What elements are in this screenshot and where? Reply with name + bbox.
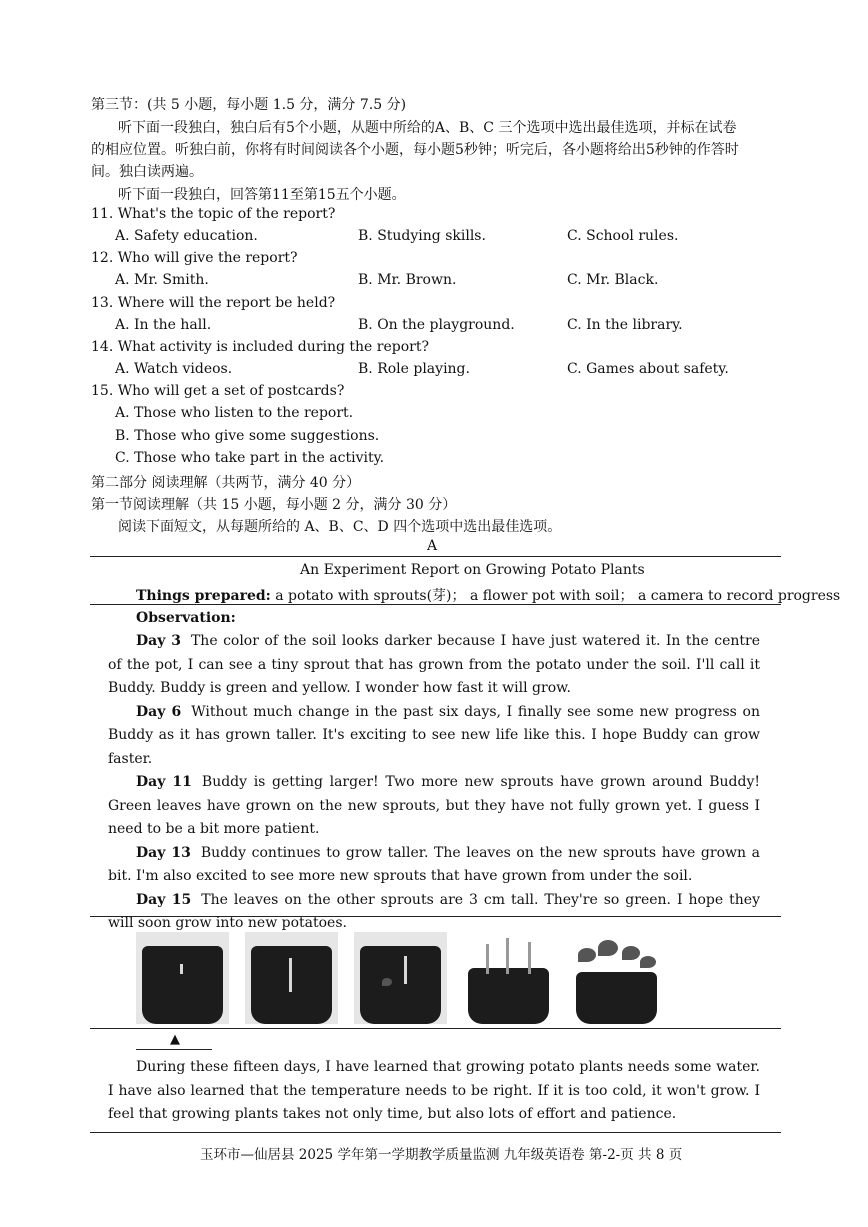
day-6-text: Without much change in the past six days, I finally see some new progress on Buddy as it has grown taller. It's exciting to see new life like this. I hope Buddy can grow faster.	[108, 703, 760, 767]
day-3-entry	[108, 630, 760, 701]
question-11-option-b: B. Studying skills.	[358, 228, 486, 244]
question-12-option-c: C. Mr. Black.	[567, 272, 659, 288]
sprout-shape	[404, 956, 407, 984]
question-13-option-a: A. In the hall.	[115, 317, 212, 333]
question-14-option-b: B. Role playing.	[358, 361, 470, 377]
photo-day-15	[570, 932, 663, 1024]
day-15-label: Day 15	[136, 891, 192, 908]
question-14-option-c: C. Games about safety.	[567, 361, 729, 377]
table-images-bottom-border	[90, 1028, 781, 1029]
passage-letter: A	[427, 538, 438, 554]
table-bottom-border	[90, 1132, 781, 1133]
blank-underline	[136, 1049, 212, 1050]
leaf-shape	[598, 940, 618, 956]
day-6-label: Day 6	[136, 703, 182, 720]
things-prepared-label: Things prepared:	[136, 588, 271, 604]
section3-title: 第三节：(共 5 小题，每小题 1.5 分，满分 7.5 分)	[91, 97, 407, 113]
photo-day-6	[245, 932, 338, 1024]
day-11-label: Day 11	[136, 774, 192, 790]
day-13-text: Buddy continues to grow taller. The leaves on the new sprouts have grown a bit. I'm also excited to see more new sprouts that have grown from under the soil.	[108, 844, 760, 884]
report-title: An Experiment Report on Growing Potato Plants	[300, 562, 645, 578]
section3-instruction-4: 听下面一段独白，回答第11至第15五个小题。	[118, 187, 406, 203]
section3-instruction-2: 的相应位置。听独白前，你将有时间阅读各个小题，每小题5秒钟；听完后，各小题将给出5秒钟的作答时	[91, 142, 739, 158]
observation-log	[108, 630, 760, 936]
question-15-option-b: B. Those who give some suggestions.	[115, 428, 380, 444]
sprout-shape	[289, 958, 292, 992]
day-3-label: Day 3	[136, 633, 181, 649]
leaf-shape	[622, 946, 640, 960]
question-15: 15. Who will get a set of postcards?	[91, 383, 345, 399]
things-prepared-text: a potato with sprouts(芽)； a flower pot with soil； a camera to record progress	[270, 588, 841, 604]
question-14-option-a: A. Watch videos.	[115, 361, 233, 377]
day-11-text: Buddy is getting larger! Two more new sprouts have grown around Buddy! Green leaves have grown on the new sprouts, but they have not fully grown yet. I guess I need to be a bit more patient.	[108, 774, 761, 837]
question-11: 11. What's the topic of the report?	[91, 206, 336, 222]
day-13-label: Day 13	[136, 844, 191, 861]
leaf-shape	[382, 978, 392, 986]
day-3-text: The color of the soil looks darker because I have just watered it. In the centre of the pot, I can see a tiny sprout that has grown from the potato under the soil. I'll call it Buddy. Buddy is green and yellow. I wonder how fast it will grow.	[108, 633, 760, 696]
photo-day-13	[462, 932, 555, 1024]
page-footer: 玉环市—仙居县 2025 学年第一学期教学质量监测 九年级英语卷 第-2-页 共 8 页	[200, 1147, 683, 1163]
day-6-entry	[108, 701, 760, 772]
sprout-shape	[486, 944, 489, 974]
part2-section1-title: 第一节阅读理解（共 15 小题，每小题 2 分，满分 30 分）	[91, 497, 457, 513]
question-13-option-c: C. In the library.	[567, 317, 683, 333]
question-12: 12. Who will give the report?	[91, 250, 298, 266]
pot-shape	[142, 946, 223, 1024]
section3-instruction-1: 听下面一段独白，独白后有5个小题，从题中所给的A、B、C 三个选项中选出最佳选项，并标在试卷	[118, 120, 737, 136]
pot-shape	[360, 946, 441, 1024]
pot-shape	[468, 968, 549, 1024]
observation-heading: Observation:	[136, 610, 236, 626]
photo-day-3	[136, 932, 229, 1024]
leaf-shape	[578, 948, 596, 962]
sprout-shape	[180, 964, 183, 974]
question-11-option-c: C. School rules.	[567, 228, 679, 244]
conclusion-text: During these fifteen days, I have learned that growing potato plants needs some water. I have also learned that the temperature needs to be right. If it is too cold, it won't grow. I feel that growing plants takes not only time, but also lots of effort and patience.	[108, 1059, 760, 1122]
blank-marker: ▲	[170, 1032, 180, 1047]
part2-instruction: 阅读下面短文，从每题所给的 A、B、C、D 四个选项中选出最佳选项。	[118, 519, 562, 535]
part2-title: 第二部分 阅读理解（共两节，满分 40 分）	[91, 475, 361, 491]
pot-shape	[576, 972, 657, 1024]
day-15-text: The leaves on the other sprouts are 3 cm tall. They're so green. I hope they will soon grow into new potatoes.	[108, 891, 760, 931]
day-13-entry	[108, 842, 760, 889]
table-top-border	[90, 556, 781, 557]
sprout-shape	[506, 938, 509, 974]
question-15-option-c: C. Those who take part in the activity.	[115, 450, 385, 466]
day-11-entry	[108, 771, 760, 842]
section3-instruction-3: 间。独白读两遍。	[91, 164, 203, 180]
leaf-shape	[640, 956, 656, 968]
question-12-option-a: A. Mr. Smith.	[115, 272, 209, 288]
question-15-option-a: A. Those who listen to the report.	[115, 405, 354, 421]
things-prepared	[136, 585, 840, 605]
question-13-option-b: B. On the playground.	[358, 317, 515, 333]
question-12-option-b: B. Mr. Brown.	[358, 272, 457, 288]
sprout-shape	[528, 942, 531, 974]
photo-day-11	[354, 932, 447, 1024]
conclusion-paragraph	[108, 1056, 760, 1127]
day-15-entry	[108, 889, 760, 936]
question-11-option-a: A. Safety education.	[115, 228, 258, 244]
question-13: 13. Where will the report be held?	[91, 295, 336, 311]
question-14: 14. What activity is included during the report?	[91, 339, 429, 355]
